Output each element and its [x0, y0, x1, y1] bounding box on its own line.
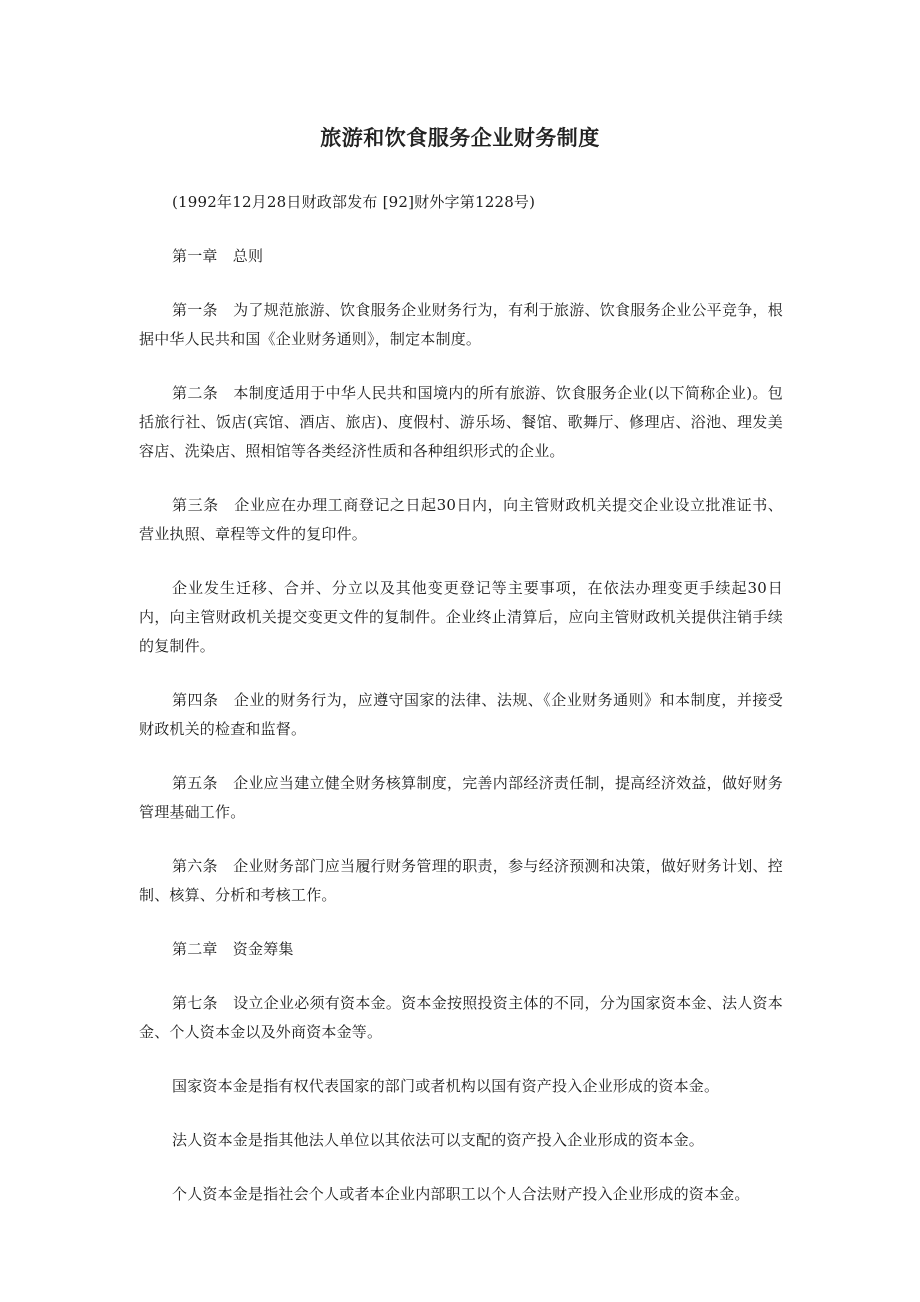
article-paragraph: 法人资本金是指其他法人单位以其依法可以支配的资产投入企业形成的资本金。: [172, 1131, 705, 1149]
article-paragraph: 第四条 企业的财务行为，应遵守国家的法律、法规、《企业财务通则》和本制度，并接受财政机关的检查和监督。: [139, 691, 783, 738]
article-paragraph: 第二条 本制度适用于中华人民共和国境内的所有旅游、饮食服务企业(以下简称企业)。包括旅行社、饭店(宾馆、酒店、旅店)、度假村、游乐场、餐馆、歌舞厅、修理店、浴池、理发美容店、洗染店、照相馆等各类经济性质和各种组织形式的企业。: [139, 384, 783, 460]
chapter-heading: 第一章 总则: [172, 247, 264, 265]
article-paragraph: 个人资本金是指社会个人或者本企业内部职工以个人合法财产投入企业形成的资本金。: [172, 1185, 750, 1203]
chapter-heading: 第二章 资金筹集: [172, 940, 294, 958]
article-paragraph: 第六条 企业财务部门应当履行财务管理的职责，参与经济预测和决策，做好财务计划、控制、核算、分析和考核工作。: [139, 857, 783, 904]
document-title: 旅游和饮食服务企业财务制度: [320, 125, 600, 150]
article-paragraph: 第一条 为了规范旅游、饮食服务企业财务行为，有利于旅游、饮食服务企业公平竞争，根据中华人民共和国《企业财务通则》，制定本制度。: [139, 301, 783, 348]
article-paragraph: 第三条 企业应在办理工商登记之日起30日内，向主管财政机关提交企业设立批准证书、营业执照、章程等文件的复印件。: [139, 496, 783, 543]
article-paragraph: 第五条 企业应当建立健全财务核算制度，完善内部经济责任制，提高经济效益，做好财务管理基础工作。: [139, 774, 783, 821]
issuance-note: (1992年12月28日财政部发布 [92]财外字第1228号): [172, 193, 536, 211]
article-paragraph: 国家资本金是指有权代表国家的部门或者机构以国有资产投入企业形成的资本金。: [172, 1077, 720, 1095]
document-body: [139, 188, 783, 1234]
article-paragraph: 第七条 设立企业必须有资本金。资本金按照投资主体的不同，分为国家资本金、法人资本金、个人资本金以及外商资本金等。: [139, 994, 783, 1041]
article-paragraph: 企业发生迁移、合并、分立以及其他变更登记等主要事项，在依法办理变更手续起30日内，向主管财政机关提交变更文件的复制件。企业终止清算后，应向主管财政机关提供注销手续的复制件。: [139, 579, 783, 655]
